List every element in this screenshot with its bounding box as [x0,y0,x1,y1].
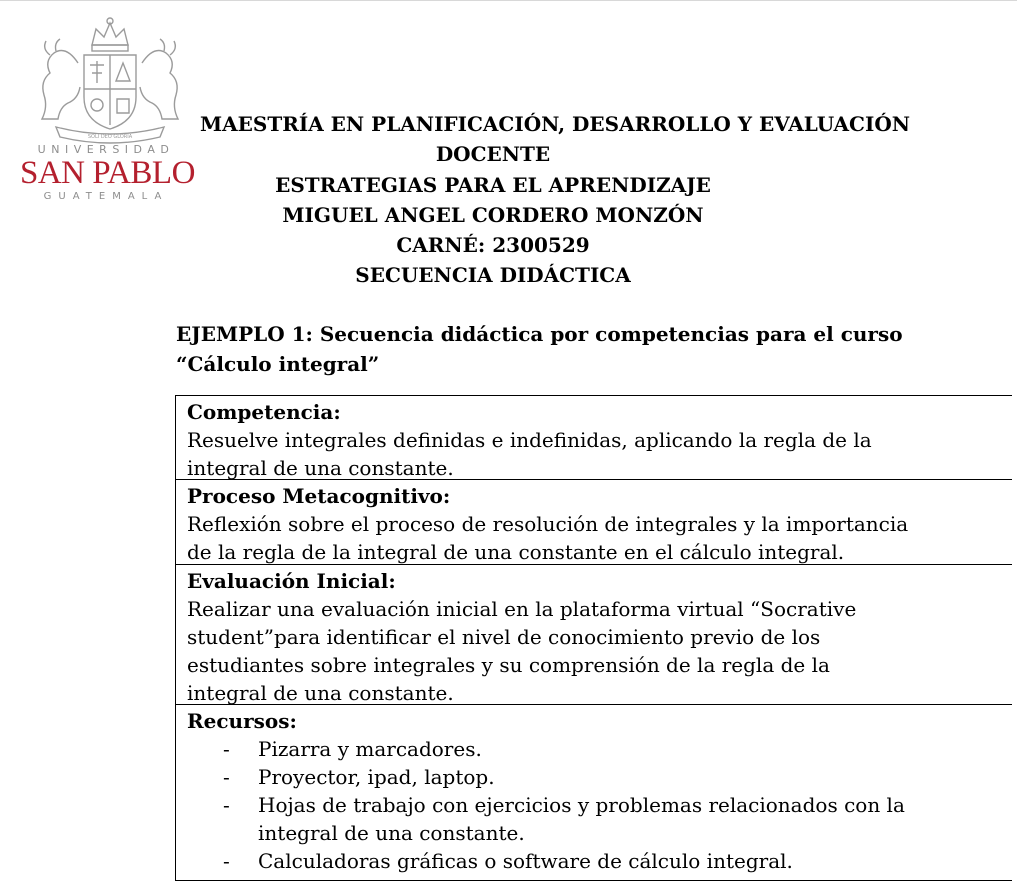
cell-label: Competencia: [187,400,341,424]
recursos-cell [176,705,1012,875]
university-top-text: UNIVERSIDAD [37,143,175,156]
didactic-sequence-table [175,395,1012,881]
document-header [200,109,911,291]
list-item [223,763,1012,791]
text-line: integral de una constante. [187,456,454,480]
heading-line: “Cálculo integral” [176,352,380,376]
cell-label: Recursos: [187,709,297,733]
proceso-metacognitivo-cell [176,480,1012,565]
cell-label: Evaluación Inicial: [187,569,396,593]
header-line: MIGUEL ANGEL CORDERO MONZÓN [282,202,704,227]
header-line: CARNÉ: 2300529 [396,233,590,258]
text-line: de la regla de la integral de una constante en el cálculo integral. [187,540,845,564]
text-line: - Hojas de trabajo con ejercicios y problemas relacionados con la [258,793,905,817]
motto-text: SOLI DEO GLORIA [87,134,133,140]
text-line: estudiantes sobre integrales y su comprensión de la regla de la [187,653,830,677]
header-line: DOCENTE [435,142,551,167]
cell-text [187,510,1012,566]
cell-text [187,595,1012,707]
text-line: integral de una constante. [187,681,454,705]
text-line: - Pizarra y marcadores. [258,737,482,761]
university-location: GUATEMALA [43,191,169,202]
text-line: - Calculadoras gráficas o software de cálculo integral. [258,849,793,873]
text-line: Resuelve integrales definidas e indefinidas, aplicando la regla de la [187,428,872,452]
list-item [223,791,1012,847]
cell-label: Proceso Metacognitivo: [187,484,451,508]
university-name: SAN PABLO [20,155,195,191]
text-line: Reflexión sobre el proceso de resolución de integrales y la importancia [187,512,909,536]
coat-of-arms-icon [20,15,200,145]
list-item [223,847,1012,875]
example-heading [176,319,1006,379]
list-item [223,735,1012,763]
heading-line: EJEMPLO 1: Secuencia didáctica por competencias para el curso [176,322,903,346]
text-line: student”para identificar el nivel de conocimiento previo de los [187,625,821,649]
text-line: integral de una constante. [258,821,525,845]
header-line: SECUENCIA DIDÁCTICA [355,263,631,288]
header-line: MAESTRÍA EN PLANIFICACIÓN, DESARROLLO Y EVALUACIÓN [200,112,911,136]
text-line: Realizar una evaluación inicial en la plataforma virtual “Socrative [187,597,857,621]
header-line: ESTRATEGIAS PARA EL APRENDIZAJE [275,172,711,197]
text-line: - Proyector, ipad, laptop. [258,765,495,789]
university-logo [20,15,200,205]
resources-list [187,735,1012,875]
evaluacion-inicial-cell [176,565,1012,705]
cell-text [187,426,1012,482]
competencia-cell [176,396,1012,480]
